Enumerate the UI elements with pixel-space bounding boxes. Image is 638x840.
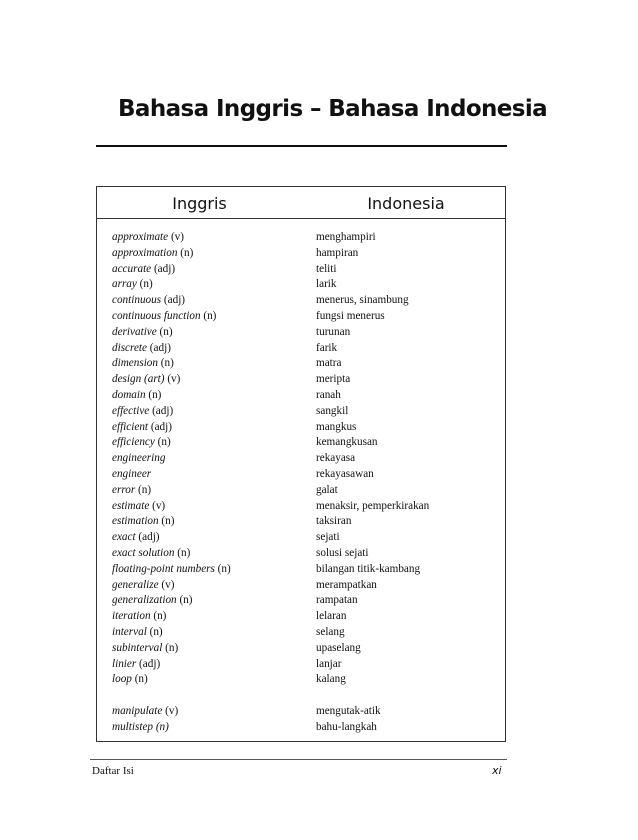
english-term-row [112, 293, 302, 309]
part-of-speech: (n) [203, 309, 217, 322]
part-of-speech: (n) [180, 246, 194, 259]
english-term: subinterval [112, 641, 163, 654]
english-term-row [112, 530, 302, 546]
indonesian-term: menaksir, pemperkirakan [316, 499, 430, 512]
english-term: multistep (n) [112, 720, 169, 733]
english-term-row [112, 404, 302, 420]
indonesian-term: kalang [316, 673, 346, 686]
indonesian-term: turunan [316, 325, 351, 338]
indonesian-term: mengutak-atik [316, 705, 381, 718]
indonesian-term: rampatan [316, 594, 358, 607]
english-term-row [112, 356, 302, 372]
part-of-speech: (adj) [150, 420, 172, 433]
english-term: efficiency [112, 436, 155, 449]
indonesian-term: rekayasawan [316, 467, 374, 480]
part-of-speech: (n) [148, 388, 162, 401]
english-term-row [112, 562, 302, 578]
english-term-row [112, 277, 302, 293]
english-term-row [112, 514, 302, 530]
english-term: exact [112, 531, 136, 544]
part-of-speech: (n) [134, 673, 148, 686]
indonesian-term: matra [316, 357, 342, 370]
indonesian-term: farik [316, 341, 338, 354]
english-term: discrete [112, 341, 147, 354]
english-term: dimension [112, 357, 158, 370]
indonesian-term: sangkil [316, 404, 349, 417]
english-term-row [112, 578, 302, 594]
glossary-table [96, 186, 506, 742]
indonesian-term: rekayasa [316, 452, 356, 465]
english-term-row [112, 609, 302, 625]
table-header [97, 187, 505, 219]
english-term: linier [112, 657, 137, 670]
indonesian-term: bahu-langkah [316, 720, 377, 733]
part-of-speech: (n) [160, 357, 174, 370]
indonesian-term: kemangkusan [316, 436, 378, 449]
part-of-speech: (adj) [163, 294, 186, 307]
indonesian-term: galat [316, 483, 338, 496]
part-of-speech: (n) [161, 515, 175, 528]
english-term-row [112, 704, 302, 720]
row-gap [112, 688, 302, 704]
part-of-speech: (n) [165, 641, 179, 654]
english-term-row [112, 372, 302, 388]
indonesian-term: menerus, sinambung [316, 294, 409, 307]
header-indonesia: Indonesia [367, 194, 445, 213]
english-term-row [112, 309, 302, 325]
indonesian-term: solusi sejati [316, 546, 369, 559]
indonesian-terms-column [316, 230, 501, 736]
english-term-row [112, 341, 302, 357]
part-of-speech: (n) [177, 546, 191, 559]
english-term: floating-point numbers [112, 562, 215, 575]
english-term: generalize [112, 578, 159, 591]
english-terms-column [112, 230, 302, 736]
part-of-speech: (n) [159, 325, 173, 338]
english-term-row [112, 483, 302, 499]
english-term-row [112, 451, 302, 467]
english-term: generalization [112, 594, 177, 607]
part-of-speech: (n) [138, 483, 152, 496]
page-title: Bahasa Inggris – Bahasa Indonesia [118, 96, 548, 122]
english-term-row [112, 467, 302, 483]
english-term: engineering [112, 452, 166, 465]
indonesian-term: lelaran [316, 610, 347, 623]
english-term: domain [112, 388, 146, 401]
english-term-row [112, 435, 302, 451]
english-term: loop [112, 673, 132, 686]
part-of-speech: (n) [153, 610, 167, 623]
indonesian-term: taksiran [316, 515, 352, 528]
indonesian-term: ranah [316, 388, 341, 401]
part-of-speech: (n) [157, 436, 171, 449]
english-term-row [112, 230, 302, 246]
english-term: approximate [112, 231, 169, 243]
english-term: estimation [112, 515, 159, 528]
part-of-speech: (v) [167, 373, 181, 386]
english-term: derivative [112, 325, 157, 338]
part-of-speech: (v) [152, 499, 166, 512]
english-term-row [112, 641, 302, 657]
english-term-row [112, 593, 302, 609]
indonesian-term: sejati [316, 531, 340, 544]
indonesian-term: hampiran [316, 246, 359, 259]
part-of-speech: (adj) [152, 404, 174, 417]
indonesian-term: selang [316, 625, 345, 638]
english-term-row [112, 325, 302, 341]
english-term-row [112, 499, 302, 515]
english-term: design (art) [112, 373, 165, 386]
english-term-row [112, 546, 302, 562]
english-term-row [112, 262, 302, 278]
english-term: array [112, 278, 137, 291]
english-term-row [112, 657, 302, 673]
footer-rule [90, 759, 507, 760]
part-of-speech: (adj) [153, 262, 176, 275]
part-of-speech: (n) [149, 625, 163, 638]
indonesian-term: bilangan titik-kambang [316, 562, 421, 575]
part-of-speech: (adj) [149, 341, 171, 354]
english-term-row [112, 246, 302, 262]
english-term: manipulate [112, 705, 163, 718]
english-term-row [112, 625, 302, 641]
indonesian-term: fungsi menerus [316, 309, 385, 322]
english-term: estimate [112, 499, 150, 512]
english-term: effective [112, 404, 150, 417]
english-term-row [112, 420, 302, 436]
part-of-speech: (v) [161, 578, 175, 591]
part-of-speech: (n) [179, 594, 193, 607]
english-term: continuous function [112, 309, 201, 322]
english-term-row [112, 388, 302, 404]
part-of-speech: (adj) [138, 531, 160, 544]
english-term: interval [112, 625, 147, 638]
indonesian-term: meripta [316, 373, 351, 386]
english-term: iteration [112, 610, 151, 623]
english-term-row [112, 672, 302, 688]
footer-section-label: Daftar Isi [92, 765, 134, 777]
title-underline [96, 145, 507, 147]
english-term: engineer [112, 467, 152, 480]
english-term: continuous [112, 294, 162, 307]
english-term: accurate [112, 262, 152, 275]
indonesian-term: upaselang [316, 641, 361, 654]
indonesian-term: lanjar [316, 657, 342, 670]
english-term: error [112, 483, 136, 496]
english-term: approximation [112, 246, 178, 259]
english-term-row [112, 720, 302, 736]
english-term: efficient [112, 420, 149, 433]
part-of-speech: (v) [165, 705, 179, 718]
english-term: exact solution [112, 546, 175, 559]
part-of-speech: (adj) [139, 657, 161, 670]
indonesian-term: teliti [316, 262, 337, 275]
part-of-speech: (n) [217, 562, 231, 575]
part-of-speech: (n) [139, 278, 153, 291]
part-of-speech: (v) [170, 231, 184, 243]
row-gap [316, 688, 501, 704]
page-number: xi [492, 764, 502, 777]
indonesian-term: larik [316, 278, 337, 291]
header-inggris: Inggris [172, 194, 227, 213]
indonesian-term: merampatkan [316, 578, 377, 591]
indonesian-term: mangkus [316, 420, 357, 433]
indonesian-term: menghampiri [316, 231, 376, 243]
